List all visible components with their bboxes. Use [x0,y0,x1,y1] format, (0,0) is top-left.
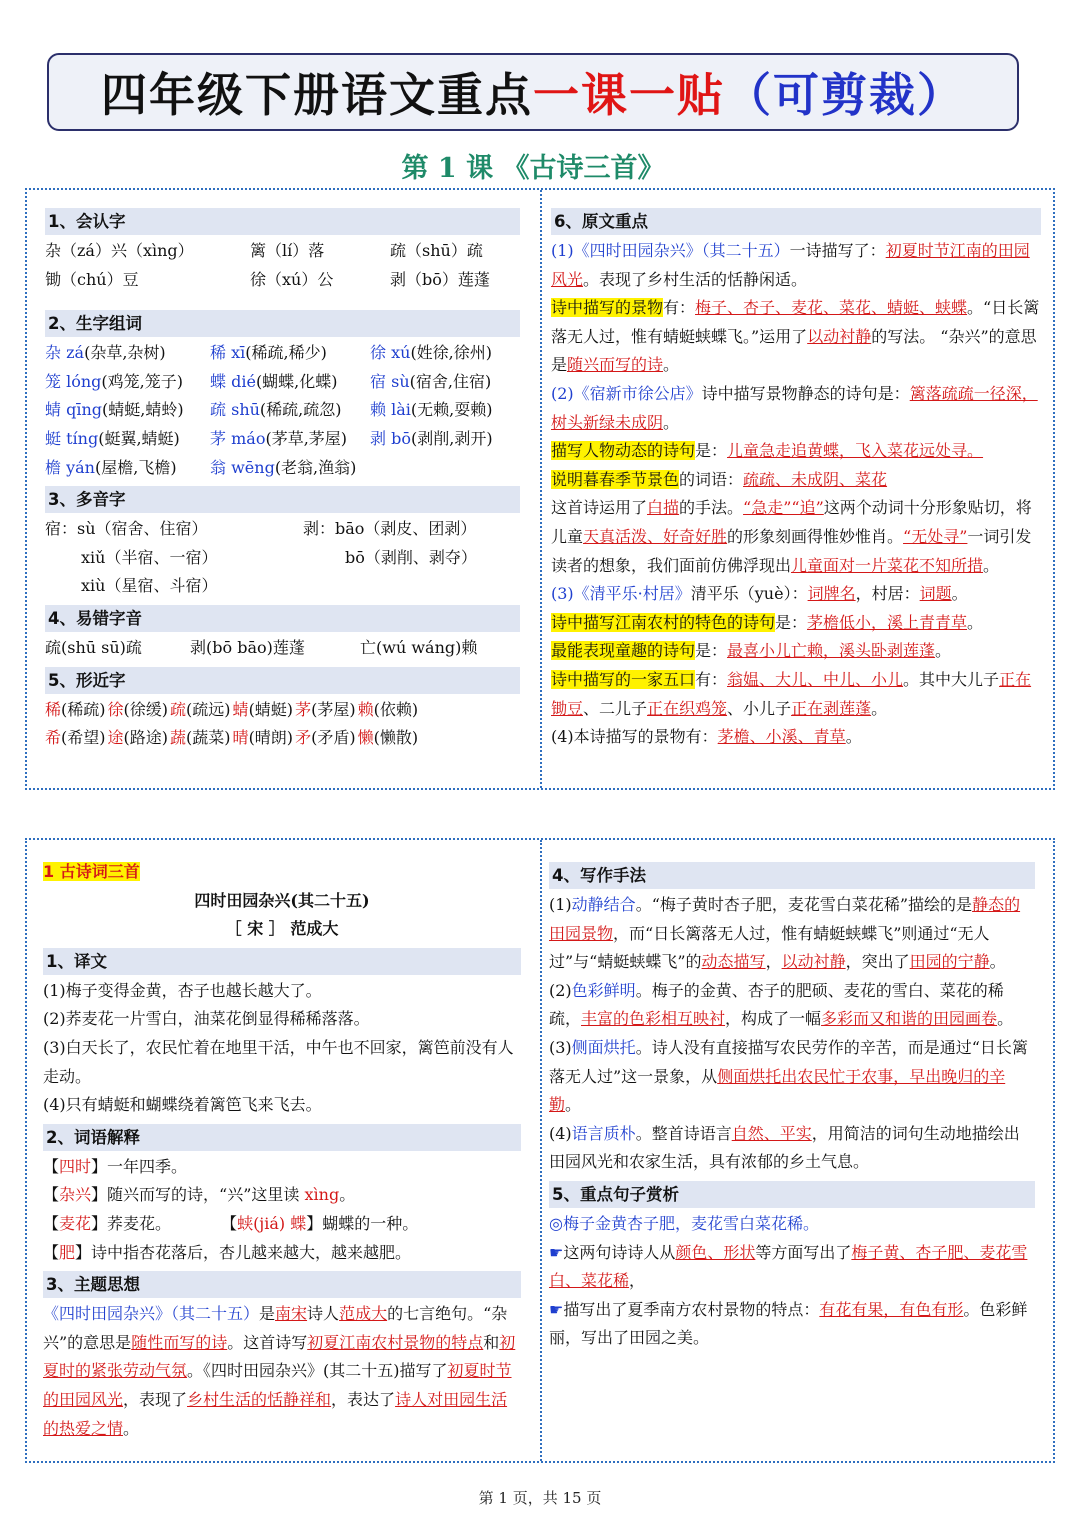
section-title: 2、生字组词 [45,310,520,337]
poem-title: 四时田园杂兴(其二十五) [194,890,370,910]
title-red: 一课一贴 [533,68,725,122]
key-paragraph: (1)《四时田园杂兴》（其二十五）一诗描写了：初夏时节江南的田园风光。表现了乡村生活的恬静闲适。 [551,241,1030,289]
recognize-item: 徐（xú）公 [250,269,334,289]
vocab-row [45,425,520,454]
polyphone-item: xiù（星宿、斗宿） [81,576,218,596]
key-paragraph: (3)《清平乐·村居》清平乐（yuè）：词牌名，村居：词题。 [551,584,968,604]
vocab-item: 宿 sù(宿舍,住宿) [370,371,492,391]
technique-paragraph: (4)语言质朴。整首诗语言自然、平实，用简洁的词句生动地描绘出田园风光和农家生活，具有浓郁的乡土气息。 [549,1123,1020,1172]
vocab-row [45,396,520,425]
similar-char-row [45,724,520,753]
vocab-item: 赖 lài(无赖,耍赖) [370,400,493,420]
section-title: 1、译文 [43,948,521,975]
mispronounce-item: 剥(bō bāo)莲蓬 [190,637,305,657]
word-def: 【四时】一年四季。 [43,1156,188,1176]
translation-line: (2)荞麦花一片雪白，油菜花倒显得稀稀落落。 [43,1009,370,1029]
vocab-row [45,368,520,397]
bottom-panel [25,838,1055,1463]
translation-line: (1)梅子变得金黄，杏子也越长越大了。 [43,980,322,1000]
hand-pointer-icon: ☛ [549,1242,564,1262]
similar-char-item: 晴(晴朗) [232,728,294,748]
vocab-item: 剥 bō(剥削,剥开) [370,428,493,448]
lesson-tag: 1 古诗词三首 [43,862,140,881]
key-paragraph: 诗中描写江南农村的特色的诗句是：茅檐低小，溪上青青草。 [551,612,984,632]
word-def: 【麦花】荞麦花。 【蛱(jiá) 蝶】蝴蝶的一种。 [43,1213,419,1233]
key-paragraph: 说明暮春季节景色的词语：疏疏、未成阴、菜花 [551,469,888,489]
mispronounce-item: 疏(shū sū)疏 [45,637,142,657]
polyphone-item: xiǔ（半宿、一宿） [81,547,218,567]
mispronounce-item: 亡(wú wáng)赖 [360,637,478,657]
bottom-left-column [43,858,521,1443]
section-title: 4、易错字音 [45,605,520,632]
vocab-item: 蜻 qīng(蜻蜓,蜻蛉) [45,400,184,420]
section-title: 5、形近字 [45,667,520,694]
section-title: 1、会认字 [45,208,520,235]
top-right-column [551,204,1041,752]
hand-pointer-icon: ☛ [549,1299,564,1319]
vocab-item: 笼 lóng(鸡笼,笼子) [45,371,183,391]
similar-char-item: 矛(矛盾) [295,728,356,748]
analysis-paragraph: ☛这两句诗诗人从颜色、形状等方面写出了梅子黄、杏子肥、麦花雪白、菜花稀， [549,1242,1028,1291]
recognize-item: 杂（zá）兴（xìng） [45,241,194,260]
vocab-item: 蝶 dié(蝴蝶,化蝶) [210,371,338,391]
similar-char-item: 途(路途) [107,728,169,748]
key-paragraph: (4)本诗描写的景物有：茅檐、小溪、青草。 [551,727,862,747]
polyphone-item: 剥：bāo（剥皮、团剥） [303,519,477,539]
section-title: 4、写作手法 [549,862,1035,889]
key-paragraph: 最能表现童趣的诗句是：最喜小儿亡赖，溪头卧剥莲蓬。 [551,641,952,661]
recognize-row [45,266,520,295]
similar-char-item: 茅(茅屋) [295,699,356,719]
vocab-row [45,339,520,368]
top-panel [25,188,1055,790]
technique-paragraph: (2)色彩鲜明。梅子的金黄、杏子的肥硕、麦花的雪白、菜花的稀疏，丰富的色彩相互映衬，构成了一幅多彩而又和谐的田园画卷。 [549,980,1014,1029]
vocab-list [45,339,520,482]
translation-line: (3)白天长了，农民忙着在地里干活，中午也不回家，篱笆前没有人走动。 [43,1037,514,1086]
similar-char-item: 蔬(蔬菜) [170,728,231,748]
technique-paragraph: (1)动静结合。“梅子黄时杏子肥，麦花雪白菜花稀”描绘的是静态的田园景物，而“日长篱落无人过，惟有蜻蜓蛱蝶飞”则通过“无人过”与“蜻蜓蛱蝶飞”的动态描写，以动衬静，突出了田园的宁静。 [549,895,1021,972]
recognize-item: 剥（bō）莲蓬 [390,269,490,289]
similar-char-item: 徐(徐缓) [107,699,169,719]
panel-divider [540,190,542,788]
main-title-box [47,53,1019,131]
similar-char-item: 懒(懒散) [357,728,419,748]
analysis-paragraph: ☛描写出了夏季南方农村景物的特点：有花有果，有色有形。色彩鲜丽，写出了田园之美。 [549,1299,1028,1348]
poem-author: ［ 宋 ］ 范成大 [225,919,339,939]
vocab-item: 疏 shū(稀疏,疏忽) [210,400,342,420]
similar-char-item: 稀(稀疏) [45,699,106,719]
word-def: 【杂兴】随兴而写的诗，“兴”这里读 xìng。 [43,1185,356,1205]
title-black: 四年级下册语文重点 [101,68,533,122]
technique-paragraph: (3)侧面烘托。诗人没有直接描写农民劳作的辛苦，而是通过“日长篱落无人过”这一景象，从侧面烘托出农民忙于农事，早出晚归的辛勤。 [549,1037,1028,1115]
vocab-item: 翁 wēng(老翁,渔翁) [210,457,357,477]
similar-char-item: 蜻(蜻蜓) [232,699,294,719]
similar-char-row [45,696,520,725]
vocab-item: 徐 xú(姓徐,徐州) [370,343,493,363]
key-paragraph: 诗中描写的一家五口有：翁媪、大儿、中儿、小儿。其中大儿子正在锄豆、二儿子正在织鸡笼、小儿子正在剥莲蓬。 [551,669,1032,718]
polyphone-item: 宿：sù（宿舍、住宿） [45,519,208,539]
similar-char-item: 赖(依赖) [357,699,419,719]
key-paragraph: 诗中描写的景物有：梅子、杏子、麦花、菜花、蜻蜓、蛱蝶。“日长篱落无人过，惟有蜻蜓蛱蝶飞。”运用了以动衬静的写法。 “杂兴”的意思是随兴而写的诗。 [551,298,1040,375]
section-title: 6、原文重点 [551,208,1041,235]
recognize-row [45,237,520,266]
word-def: 【肥】诗中指杏花落后，杏儿越来越大，越来越肥。 [43,1242,412,1262]
polyphone-row [45,515,520,544]
key-paragraph: 描写人物动态的诗句是：儿童急走追黄蝶，飞入菜花远处寻。 [551,441,984,461]
similar-char-item: 疏(疏远) [170,699,231,719]
theme-paragraph: 《四时田园杂兴》（其二十五）是南宋诗人范成大的七言绝句。“杂兴”的意思是随性而写的诗。这首诗写初夏江南农村景物的特点和初夏时的紧张劳动气氛。《四时田园杂兴》(其二十五)描写了初夏时节的田园风光，表现了乡村生活的恬静祥和，表达了诗人对田园生活的热爱之情。 [43,1304,516,1438]
recognize-item: 锄（chú）豆 [45,269,139,289]
polyphone-item: bō（剥削、剥夺） [345,547,477,567]
top-left-column [45,204,520,753]
section-title: 3、主题思想 [43,1271,521,1298]
panel-divider [540,840,542,1461]
lesson-title: 第 1 课 《古诗三首》 [401,153,665,184]
similar-char-item: 希(希望) [45,728,106,748]
section-title: 5、重点句子赏析 [549,1181,1035,1208]
recognize-item: 篱（lí）落 [250,241,325,260]
translation-line: (4)只有蜻蜓和蝴蝶绕着篱笆飞来飞去。 [43,1095,322,1115]
vocab-item: 茅 máo(茅草,茅屋) [210,428,348,448]
section-title: 2、词语解释 [43,1124,521,1151]
key-paragraph: (2)《宿新市徐公店》诗中描写景物静态的诗句是：篱落疏疏一径深，树头新绿未成阴。 [551,383,1038,432]
key-paragraph: 这首诗运用了白描的手法。“急走”“追”这两个动词十分形象贴切，将儿童天真活泼、好奇好胜的形象刻画得惟妙惟肖。“无处寻”一词引发读者的想象，我们面前仿佛浮现出儿童面对一片菜花不知所措。 [551,498,1032,575]
mispronounce-row [45,634,520,663]
title-blue: （可剪裁） [725,68,965,122]
polyphone-row [45,544,520,573]
polyphone-row [45,572,520,601]
bottom-right-column [549,858,1035,1353]
vocab-item: 稀 xī(稀疏,稀少) [210,343,327,363]
page-footer: 第 1 页，共 15 页 [478,1489,602,1507]
key-sentence: ◎梅子金黄杏子肥，麦花雪白菜花稀。 [549,1213,819,1233]
vocab-row [45,454,520,483]
vocab-item: 蜓 tíng(蜓翼,蜻蜓) [45,428,180,448]
recognize-item: 疏（shū）疏 [390,241,483,260]
section-title: 3、多音字 [45,486,520,513]
vocab-item: 檐 yán(屋檐,飞檐) [45,457,177,477]
vocab-item: 杂 zá(杂草,杂树) [45,343,166,363]
